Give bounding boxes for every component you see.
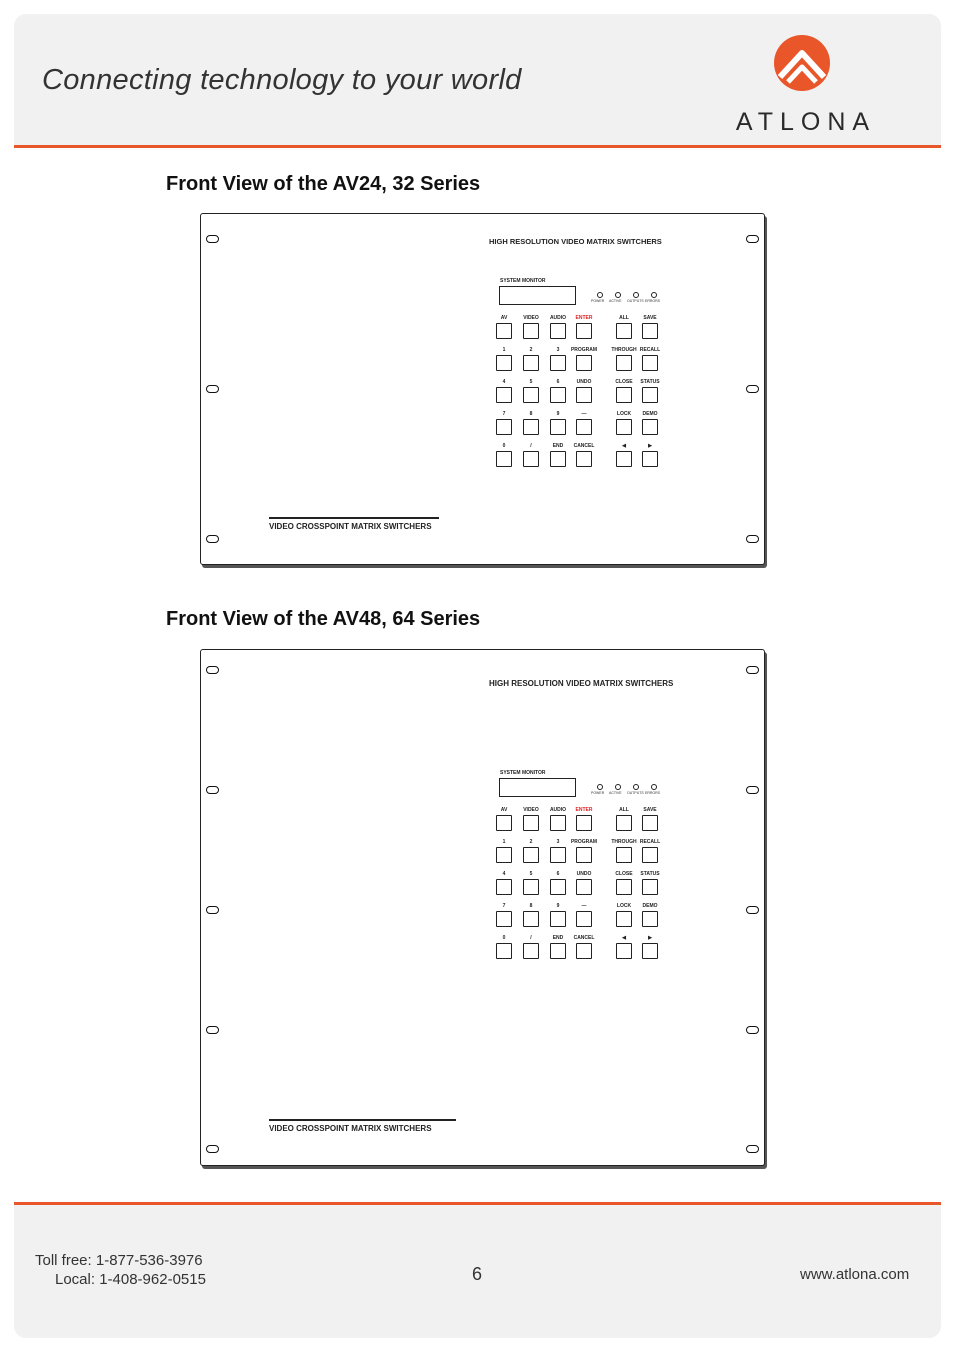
key-label: ▶ — [648, 443, 652, 449]
key-label: CANCEL — [573, 443, 595, 449]
keypad-button — [576, 323, 592, 339]
key-label: LOCK — [616, 903, 632, 909]
keypad-button — [523, 355, 539, 371]
key-label: VIDEO — [523, 807, 539, 813]
status-led — [651, 784, 657, 790]
keypad-button — [616, 355, 632, 371]
key-label: 0 — [502, 443, 506, 449]
key-label: DEMO — [642, 903, 658, 909]
keypad-button — [616, 879, 632, 895]
keypad-button — [642, 879, 658, 895]
keypad-button — [576, 355, 592, 371]
key-label: 3 — [556, 347, 560, 353]
status-led-label: ACTIVE — [609, 791, 622, 795]
keypad-button — [642, 451, 658, 467]
panel-series-label: VIDEO CROSSPOINT MATRIX SWITCHERS — [269, 1119, 456, 1133]
keypad-button — [496, 355, 512, 371]
key-label: — — [581, 411, 587, 417]
keypad-button — [642, 815, 658, 831]
key-label: THROUGH — [611, 347, 637, 353]
mounting-screw — [206, 906, 219, 914]
keypad-button — [523, 943, 539, 959]
front-panel-av24-32 — [200, 213, 765, 565]
key-label: AUDIO — [549, 807, 567, 813]
mounting-screw — [746, 535, 759, 543]
key-label: ◀ — [622, 443, 626, 449]
panel-series-label: VIDEO CROSSPOINT MATRIX SWITCHERS — [269, 517, 439, 531]
key-label: THROUGH — [611, 839, 637, 845]
key-label: VIDEO — [523, 315, 539, 321]
key-label: PROGRAM — [570, 347, 598, 353]
keypad-button — [496, 943, 512, 959]
key-label: 4 — [502, 379, 506, 385]
keypad-button — [616, 323, 632, 339]
front-panel-av48-64 — [200, 649, 765, 1166]
system-monitor-label: SYSTEM MONITOR — [500, 278, 546, 284]
keypad-button — [576, 451, 592, 467]
keypad-button — [550, 847, 566, 863]
keypad-button — [496, 323, 512, 339]
keypad-button — [496, 451, 512, 467]
key-label: AV — [500, 315, 508, 321]
keypad-button — [550, 911, 566, 927]
website-url: www.atlona.com — [800, 1266, 910, 1283]
key-label: 6 — [556, 871, 560, 877]
mounting-screw — [746, 385, 759, 393]
keypad-button — [550, 815, 566, 831]
keypad-button — [550, 451, 566, 467]
key-label: DEMO — [642, 411, 658, 417]
keypad-button — [523, 847, 539, 863]
key-label: AUDIO — [549, 315, 567, 321]
keypad-button — [523, 879, 539, 895]
key-label: — — [581, 903, 587, 909]
keypad-button — [496, 879, 512, 895]
keypad-button — [616, 847, 632, 863]
page-number: 6 — [472, 1264, 483, 1284]
key-label: 1 — [502, 839, 506, 845]
key-label: SAVE — [643, 807, 657, 813]
key-label: END — [552, 935, 564, 941]
status-led-label: POWER — [591, 791, 605, 795]
keypad-button — [496, 911, 512, 927]
keypad-button — [616, 943, 632, 959]
key-label: 6 — [556, 379, 560, 385]
status-led — [633, 784, 639, 790]
status-led — [615, 292, 621, 298]
keypad-button — [550, 879, 566, 895]
mounting-screw — [206, 385, 219, 393]
key-label: RECALL — [639, 347, 661, 353]
status-led — [597, 292, 603, 298]
mounting-screw — [746, 235, 759, 243]
keypad-button — [550, 419, 566, 435]
key-label: ALL — [619, 807, 629, 813]
key-label: STATUS — [640, 379, 660, 385]
status-led-label: ERRORS — [645, 791, 660, 795]
mounting-screw — [746, 666, 759, 674]
key-label: LOCK — [616, 411, 632, 417]
mounting-screw — [206, 1145, 219, 1153]
panel-title-label: HIGH RESOLUTION VIDEO MATRIX SWITCHERS — [489, 679, 674, 688]
key-label: PROGRAM — [570, 839, 598, 845]
keypad-button — [523, 323, 539, 339]
key-label: UNDO — [576, 379, 592, 385]
key-label: ◀ — [622, 935, 626, 941]
section-title-1: Front View of the AV24, 32 Series — [166, 173, 481, 195]
keypad-button — [642, 911, 658, 927]
system-monitor-label: SYSTEM MONITOR — [500, 770, 546, 776]
key-label: 4 — [502, 871, 506, 877]
brand-wordmark: ATLONA — [735, 108, 877, 136]
page-header — [14, 14, 941, 148]
key-label: 2 — [529, 839, 533, 845]
keypad-button — [642, 355, 658, 371]
panel-title-label: HIGH RESOLUTION VIDEO MATRIX SWITCHERS — [489, 237, 662, 246]
system-monitor-display — [499, 286, 576, 305]
keypad-button — [550, 355, 566, 371]
key-label: CANCEL — [573, 935, 595, 941]
keypad-button — [576, 419, 592, 435]
key-label: 2 — [529, 347, 533, 353]
key-label: AV — [500, 807, 508, 813]
status-led-label: POWER — [591, 299, 605, 303]
status-led — [597, 784, 603, 790]
keypad-button — [550, 943, 566, 959]
status-led-label: OUTPUTS — [627, 299, 644, 303]
mounting-screw — [206, 235, 219, 243]
keypad-button — [523, 451, 539, 467]
key-label: / — [530, 935, 532, 941]
toll-free-number: Toll free: 1-877-536-3976 — [35, 1252, 203, 1269]
keypad-button — [616, 419, 632, 435]
keypad-button — [642, 323, 658, 339]
page-footer — [14, 1202, 941, 1338]
key-label: ENTER — [575, 807, 593, 813]
key-label: 7 — [502, 903, 506, 909]
keypad-button — [576, 815, 592, 831]
key-label: 8 — [529, 411, 533, 417]
keypad-button — [496, 387, 512, 403]
section-title-2: Front View of the AV48, 64 Series — [166, 608, 481, 630]
mounting-screw — [746, 906, 759, 914]
keypad-button — [550, 323, 566, 339]
keypad-button — [523, 387, 539, 403]
key-label: RECALL — [639, 839, 661, 845]
keypad-button — [496, 815, 512, 831]
key-label: 5 — [529, 871, 533, 877]
key-label: ENTER — [575, 315, 593, 321]
key-label: / — [530, 443, 532, 449]
status-led-label: OUTPUTS — [627, 791, 644, 795]
mounting-screw — [746, 786, 759, 794]
keypad-button — [616, 911, 632, 927]
key-label: 0 — [502, 935, 506, 941]
status-led — [633, 292, 639, 298]
mounting-screw — [206, 666, 219, 674]
atlona-logo — [696, 34, 918, 139]
key-label: 8 — [529, 903, 533, 909]
keypad-button — [576, 911, 592, 927]
key-label: 9 — [556, 903, 560, 909]
key-label: CLOSE — [615, 379, 633, 385]
key-label: ALL — [619, 315, 629, 321]
keypad-button — [523, 911, 539, 927]
mounting-screw — [206, 535, 219, 543]
key-label: STATUS — [640, 871, 660, 877]
keypad-button — [550, 387, 566, 403]
key-label: 1 — [502, 347, 506, 353]
keypad-button — [576, 847, 592, 863]
status-led-label: ACTIVE — [609, 299, 622, 303]
status-led-label: ERRORS — [645, 299, 660, 303]
tagline: Connecting technology to your world — [42, 64, 522, 96]
key-label: 5 — [529, 379, 533, 385]
keypad-button — [576, 879, 592, 895]
keypad-button — [576, 943, 592, 959]
key-label: 9 — [556, 411, 560, 417]
keypad-button — [642, 419, 658, 435]
keypad-button — [642, 943, 658, 959]
local-number: Local: 1-408-962-0515 — [55, 1271, 206, 1288]
status-led — [651, 292, 657, 298]
key-label: UNDO — [576, 871, 592, 877]
keypad-button — [496, 847, 512, 863]
keypad-button — [616, 451, 632, 467]
key-label: SAVE — [643, 315, 657, 321]
keypad-button — [616, 387, 632, 403]
key-label: 3 — [556, 839, 560, 845]
key-label: END — [552, 443, 564, 449]
keypad-button — [616, 815, 632, 831]
status-led — [615, 784, 621, 790]
keypad-button — [496, 419, 512, 435]
system-monitor-display — [499, 778, 576, 797]
keypad-button — [576, 387, 592, 403]
key-label: CLOSE — [615, 871, 633, 877]
key-label: 7 — [502, 411, 506, 417]
mounting-screw — [746, 1145, 759, 1153]
keypad-button — [523, 419, 539, 435]
keypad-button — [523, 815, 539, 831]
mounting-screw — [206, 786, 219, 794]
mounting-screw — [746, 1026, 759, 1034]
keypad-button — [642, 847, 658, 863]
keypad-button — [642, 387, 658, 403]
mounting-screw — [206, 1026, 219, 1034]
key-label: ▶ — [648, 935, 652, 941]
